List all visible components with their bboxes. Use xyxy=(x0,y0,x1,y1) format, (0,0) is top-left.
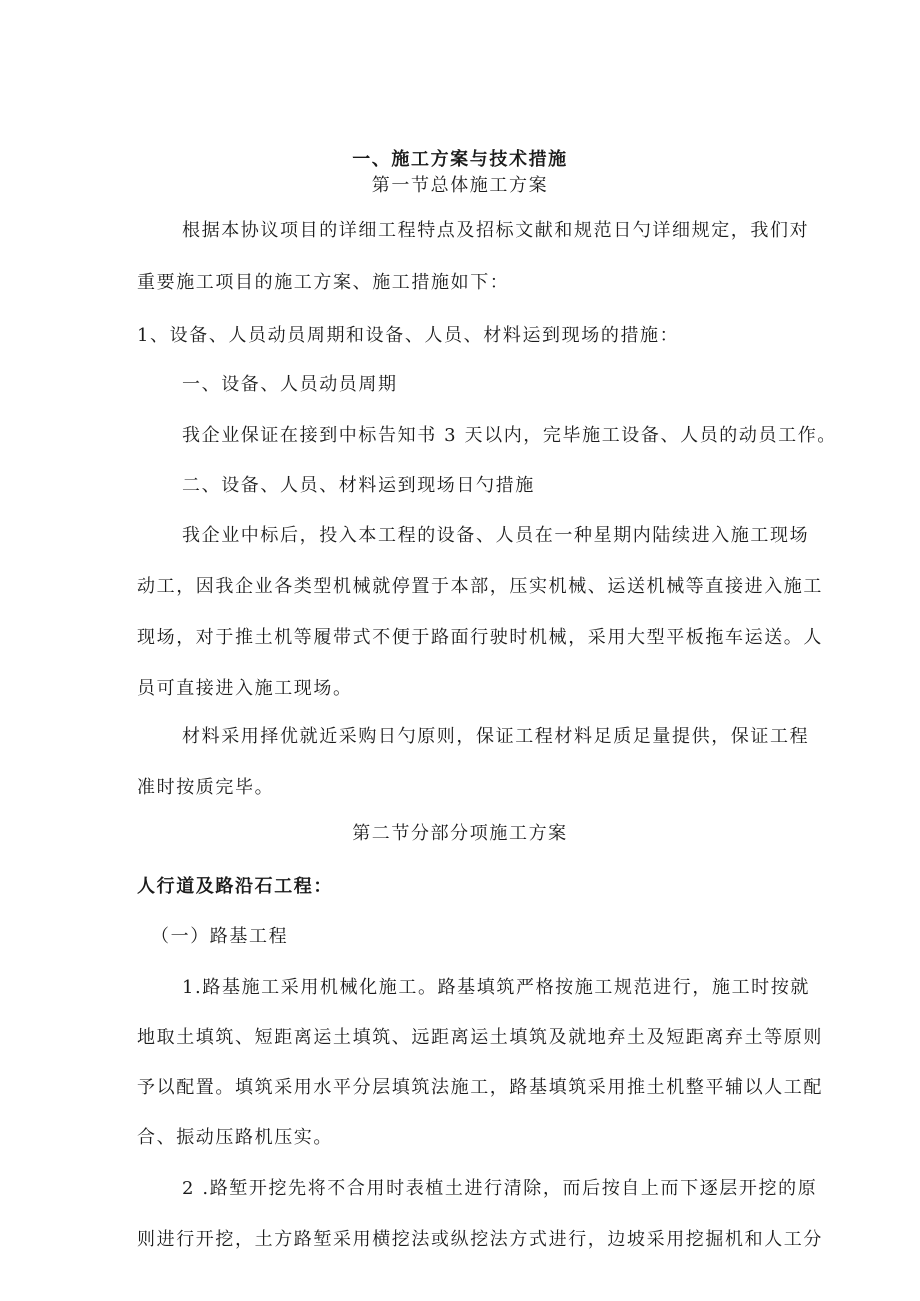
para1-line-2: 动工，因我企业各类型机械就停置于本部，压实机械、运送机械等直接进入施工 xyxy=(137,576,823,597)
sidewalk-heading: 人行道及路沿石工程： xyxy=(137,876,333,897)
para1-line-3: 现场，对于推土机等履带式不便于路面行驶时机械，采用大型平板拖车运送。人 xyxy=(137,627,823,648)
para1-line-1: 我企业中标后，投入本工程的设备、人员在一种星期内陆续进入施工现场 xyxy=(182,525,810,546)
item1-heading: 1、设备、人员动员周期和设备、人员、材料运到现场的措施： xyxy=(137,325,680,346)
section1-heading: 第一节总体施工方案 xyxy=(371,175,549,196)
document-title: 一、施工方案与技术措施 xyxy=(352,149,568,170)
sub1-heading: 一、设备、人员动员周期 xyxy=(182,374,398,395)
para1-line-4: 员可直接进入施工现场。 xyxy=(137,678,353,699)
roadbed-p1-line-4: 合、振动压路机压实。 xyxy=(137,1127,333,1148)
para2-line-1: 材料采用择优就近采购日勺原则，保证工程材料足质足量提供，保证工程 xyxy=(182,726,810,747)
para2-line-2: 准时按质完毕。 xyxy=(137,777,275,798)
intro-line-2: 重要施工项目的施工方案、施工措施如下： xyxy=(137,272,510,293)
roadbed-p1-line-2: 地取土填筑、短距离运土填筑、远距离运土填筑及就地弃土及短距离弃土等原则 xyxy=(137,1027,823,1048)
sub2-heading: 二、设备、人员、材料运到现场日勺措施 xyxy=(182,475,535,496)
intro-line-1: 根据本协议项目的详细工程特点及招标文献和规范日勺详细规定，我们对 xyxy=(182,220,810,241)
section2-heading: 第二节分部分项施工方案 xyxy=(352,823,568,844)
roadbed-p1-line-3: 予以配置。填筑采用水平分层填筑法施工，路基填筑采用推土机整平辅以人工配 xyxy=(137,1077,823,1098)
roadbed-p2-line-2: 则进行开挖，土方路堑采用横挖法或纵挖法方式进行，边坡采用挖掘机和人工分 xyxy=(137,1229,823,1250)
sub1-text: 我企业保证在接到中标告知书 3 天以内，完毕施工设备、人员的动员工作。 xyxy=(182,425,837,446)
roadbed-p2-line-1: 2 .路堑开挖先将不合用时表植土进行清除，而后按自上而下逐层开挖的原 xyxy=(182,1178,818,1199)
roadbed-p1-line-1: 1.路基施工采用机械化施工。路基填筑严格按施工规范进行，施工时按就 xyxy=(182,977,810,998)
roadbed-heading: （一）路基工程 xyxy=(151,926,289,947)
